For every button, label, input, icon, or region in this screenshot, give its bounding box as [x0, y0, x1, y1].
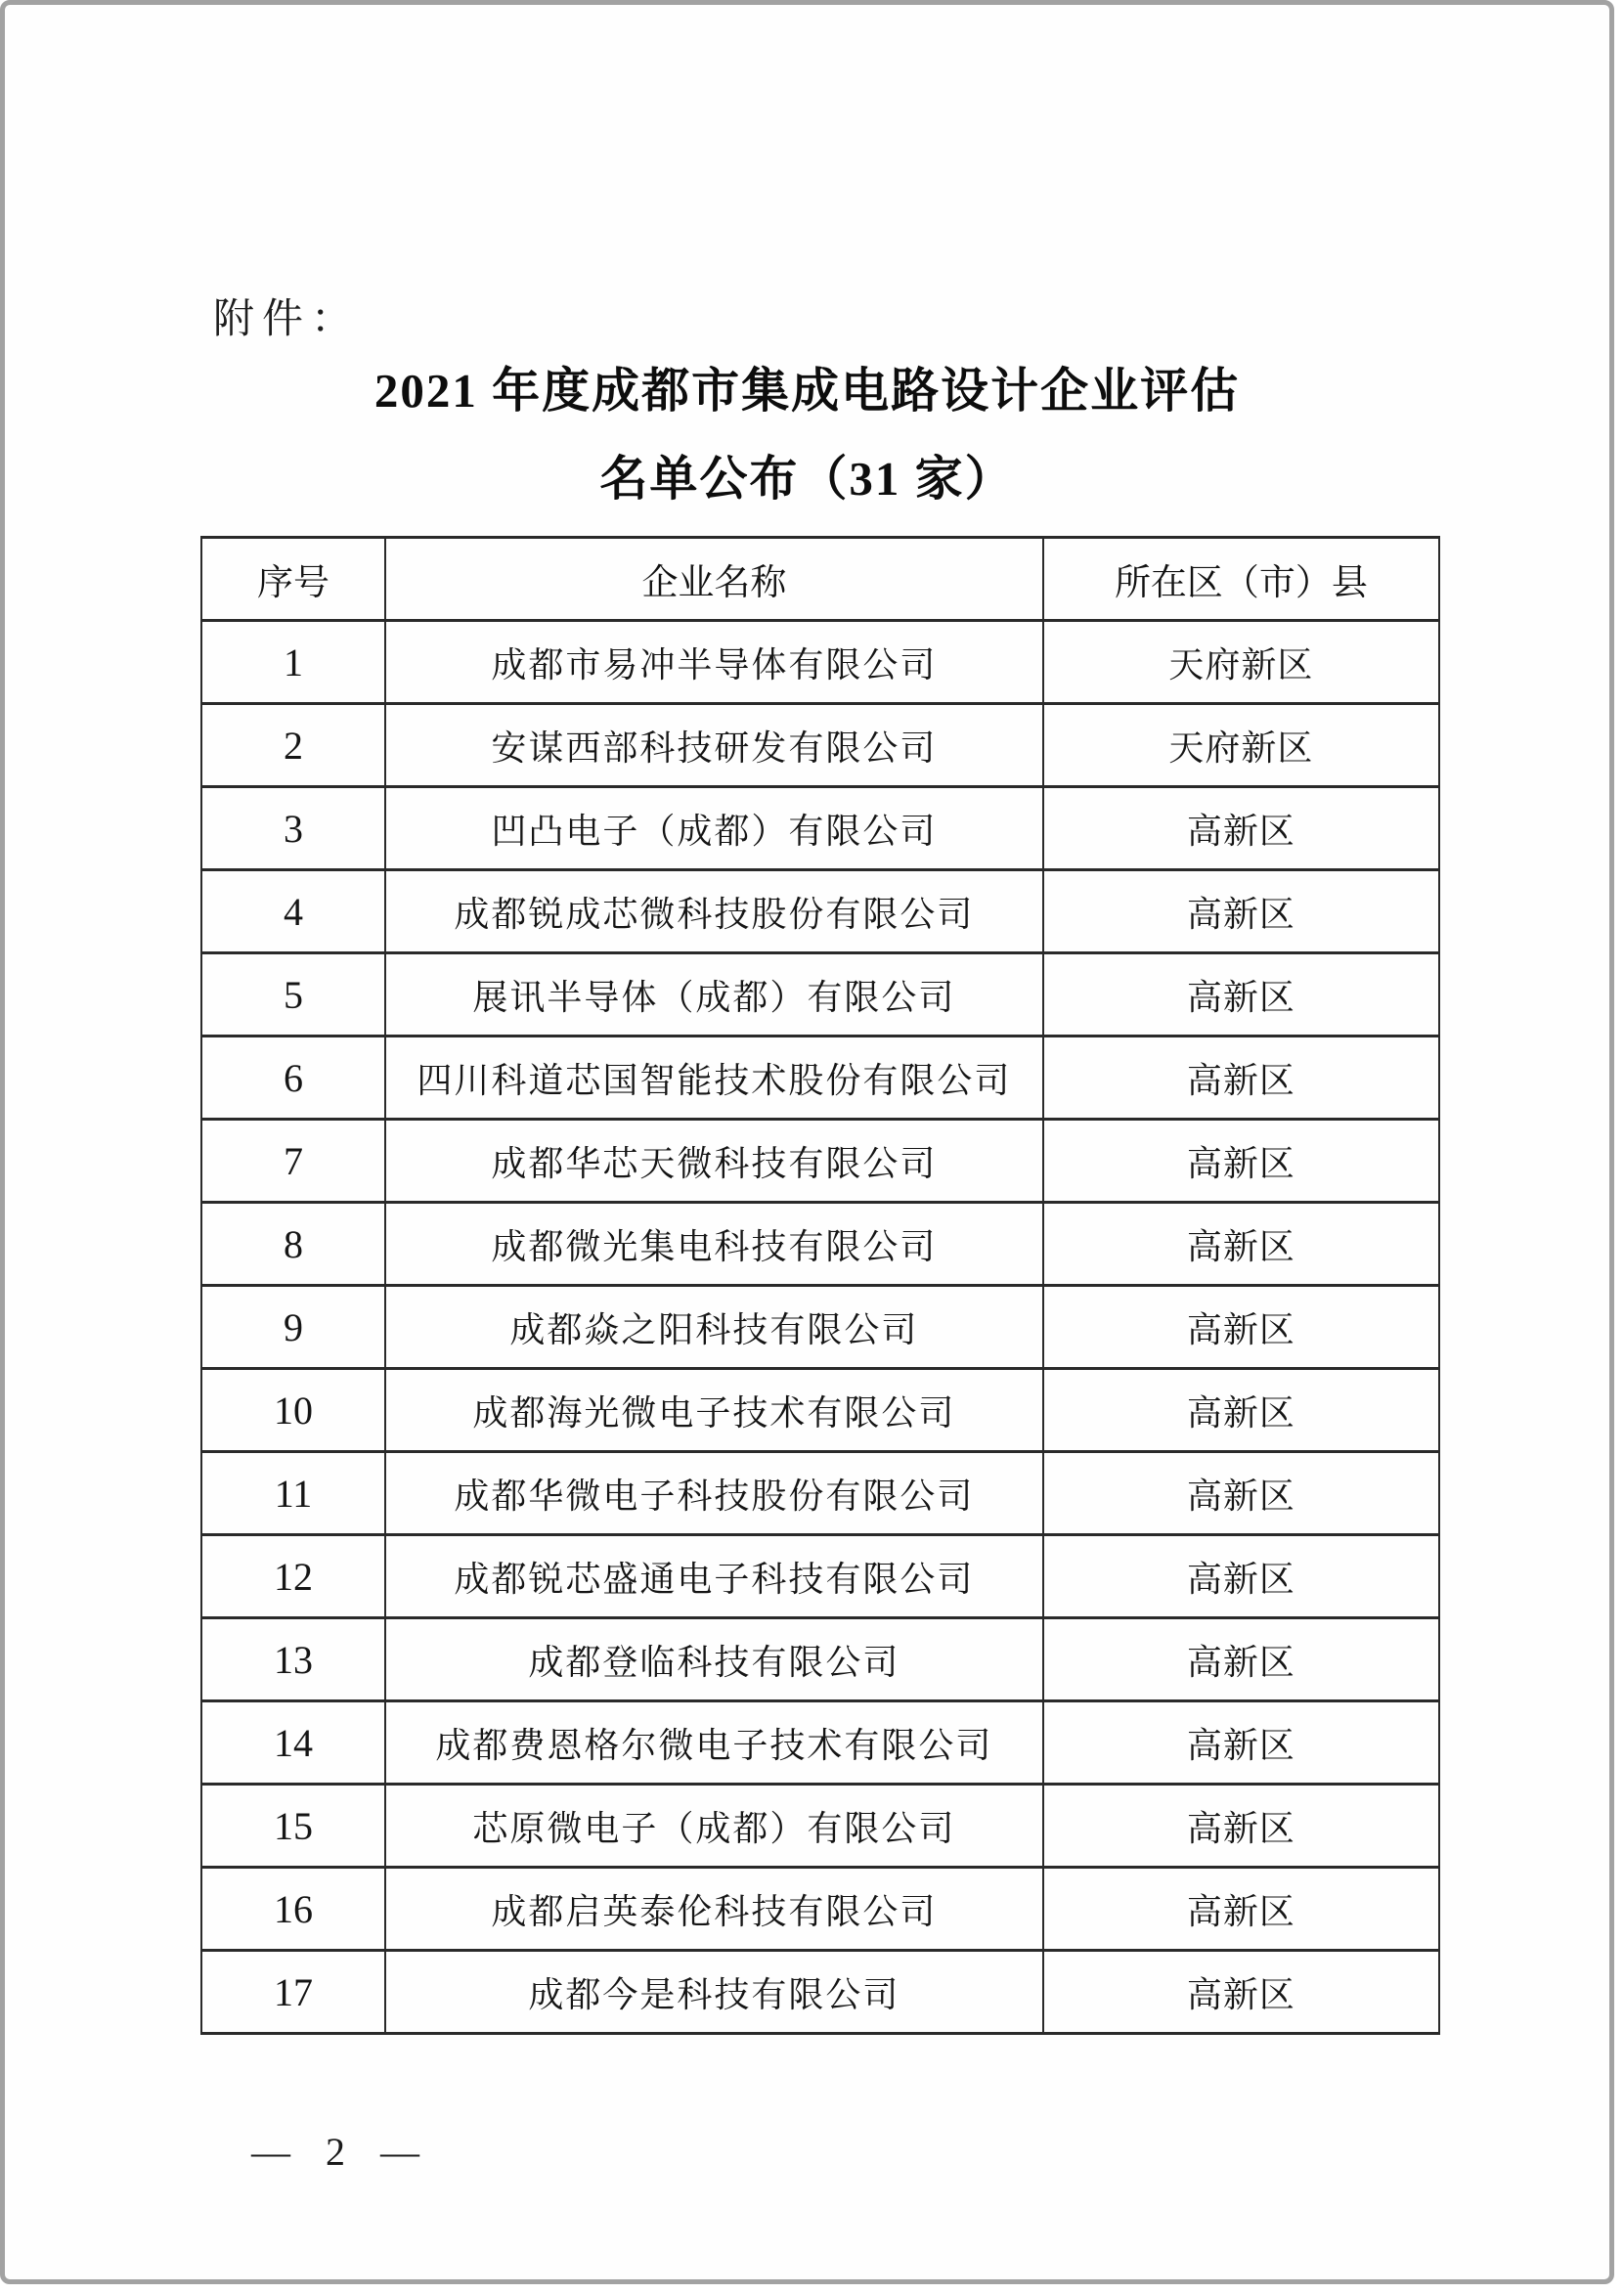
district-cell: 高新区	[1043, 1120, 1439, 1203]
table-row	[201, 1618, 1439, 1701]
district-cell: 高新区	[1043, 787, 1439, 870]
row-number-cell: 10	[201, 1369, 385, 1452]
attachment-label: 附件：	[213, 297, 361, 342]
company-name-cell: 四川科道芯国智能技术股份有限公司	[385, 1037, 1043, 1120]
company-name-cell: 成都登临科技有限公司	[385, 1618, 1043, 1701]
document-title-line1: 2021 年度成都市集成电路设计企业评估	[373, 364, 1241, 418]
company-name-cell: 展讯半导体（成都）有限公司	[385, 953, 1043, 1037]
table-row	[201, 1203, 1439, 1286]
district-cell: 高新区	[1043, 1369, 1439, 1452]
district-cell: 高新区	[1043, 1203, 1439, 1286]
company-name-cell: 成都今是科技有限公司	[385, 1951, 1043, 2034]
district-cell: 高新区	[1043, 1951, 1439, 2034]
company-name-cell: 芯原微电子（成都）有限公司	[385, 1785, 1043, 1868]
district-cell: 高新区	[1043, 1452, 1439, 1535]
table-row	[201, 1452, 1439, 1535]
company-name-cell: 安谋西部科技研发有限公司	[385, 704, 1043, 787]
table-row	[201, 1535, 1439, 1618]
table-row	[201, 1785, 1439, 1868]
table-row	[201, 1037, 1439, 1120]
district-cell: 高新区	[1043, 1286, 1439, 1369]
row-number-cell: 13	[201, 1618, 385, 1701]
district-cell: 天府新区	[1043, 704, 1439, 787]
row-number-cell: 16	[201, 1868, 385, 1951]
district-cell: 高新区	[1043, 1037, 1439, 1120]
company-name-cell: 成都焱之阳科技有限公司	[385, 1286, 1043, 1369]
company-name-cell: 成都锐芯盛通电子科技有限公司	[385, 1535, 1043, 1618]
table-row	[201, 1951, 1439, 2034]
district-cell: 高新区	[1043, 870, 1439, 953]
company-name-cell: 成都华芯天微科技有限公司	[385, 1120, 1043, 1203]
row-number-cell: 7	[201, 1120, 385, 1203]
table-row	[201, 870, 1439, 953]
row-number-cell: 11	[201, 1452, 385, 1535]
district-cell: 高新区	[1043, 953, 1439, 1037]
table-row	[201, 1369, 1439, 1452]
document-title-line2: 名单公布（31 家）	[599, 452, 1015, 506]
row-number-cell: 1	[201, 621, 385, 704]
table-row	[201, 1701, 1439, 1785]
company-name-cell: 成都锐成芯微科技股份有限公司	[385, 870, 1043, 953]
table-row	[201, 1286, 1439, 1369]
row-number-cell: 14	[201, 1701, 385, 1785]
district-cell: 高新区	[1043, 1785, 1439, 1868]
page-number: — 2 —	[251, 2130, 419, 2174]
header-serial-number: 序号	[201, 538, 385, 621]
row-number-cell: 2	[201, 704, 385, 787]
table-row	[201, 704, 1439, 787]
table-row	[201, 787, 1439, 870]
table-row	[201, 621, 1439, 704]
header-company-name: 企业名称	[385, 538, 1043, 621]
company-name-cell: 凹凸电子（成都）有限公司	[385, 787, 1043, 870]
row-number-cell: 3	[201, 787, 385, 870]
company-name-cell: 成都华微电子科技股份有限公司	[385, 1452, 1043, 1535]
row-number-cell: 12	[201, 1535, 385, 1618]
row-number-cell: 4	[201, 870, 385, 953]
company-name-cell: 成都费恩格尔微电子技术有限公司	[385, 1701, 1043, 1785]
district-cell: 高新区	[1043, 1868, 1439, 1951]
district-cell: 高新区	[1043, 1701, 1439, 1785]
district-cell: 天府新区	[1043, 621, 1439, 704]
company-name-cell: 成都微光集电科技有限公司	[385, 1203, 1043, 1286]
company-roster-table	[200, 536, 1440, 2035]
table-row	[201, 1868, 1439, 1951]
row-number-cell: 9	[201, 1286, 385, 1369]
header-district: 所在区（市）县	[1043, 538, 1439, 621]
row-number-cell: 5	[201, 953, 385, 1037]
row-number-cell: 17	[201, 1951, 385, 2034]
district-cell: 高新区	[1043, 1535, 1439, 1618]
table-row	[201, 953, 1439, 1037]
row-number-cell: 6	[201, 1037, 385, 1120]
row-number-cell: 8	[201, 1203, 385, 1286]
table-header-row	[201, 538, 1439, 621]
district-cell: 高新区	[1043, 1618, 1439, 1701]
row-number-cell: 15	[201, 1785, 385, 1868]
company-name-cell: 成都海光微电子技术有限公司	[385, 1369, 1043, 1452]
table-row	[201, 1120, 1439, 1203]
company-name-cell: 成都市易冲半导体有限公司	[385, 621, 1043, 704]
company-name-cell: 成都启英泰伦科技有限公司	[385, 1868, 1043, 1951]
